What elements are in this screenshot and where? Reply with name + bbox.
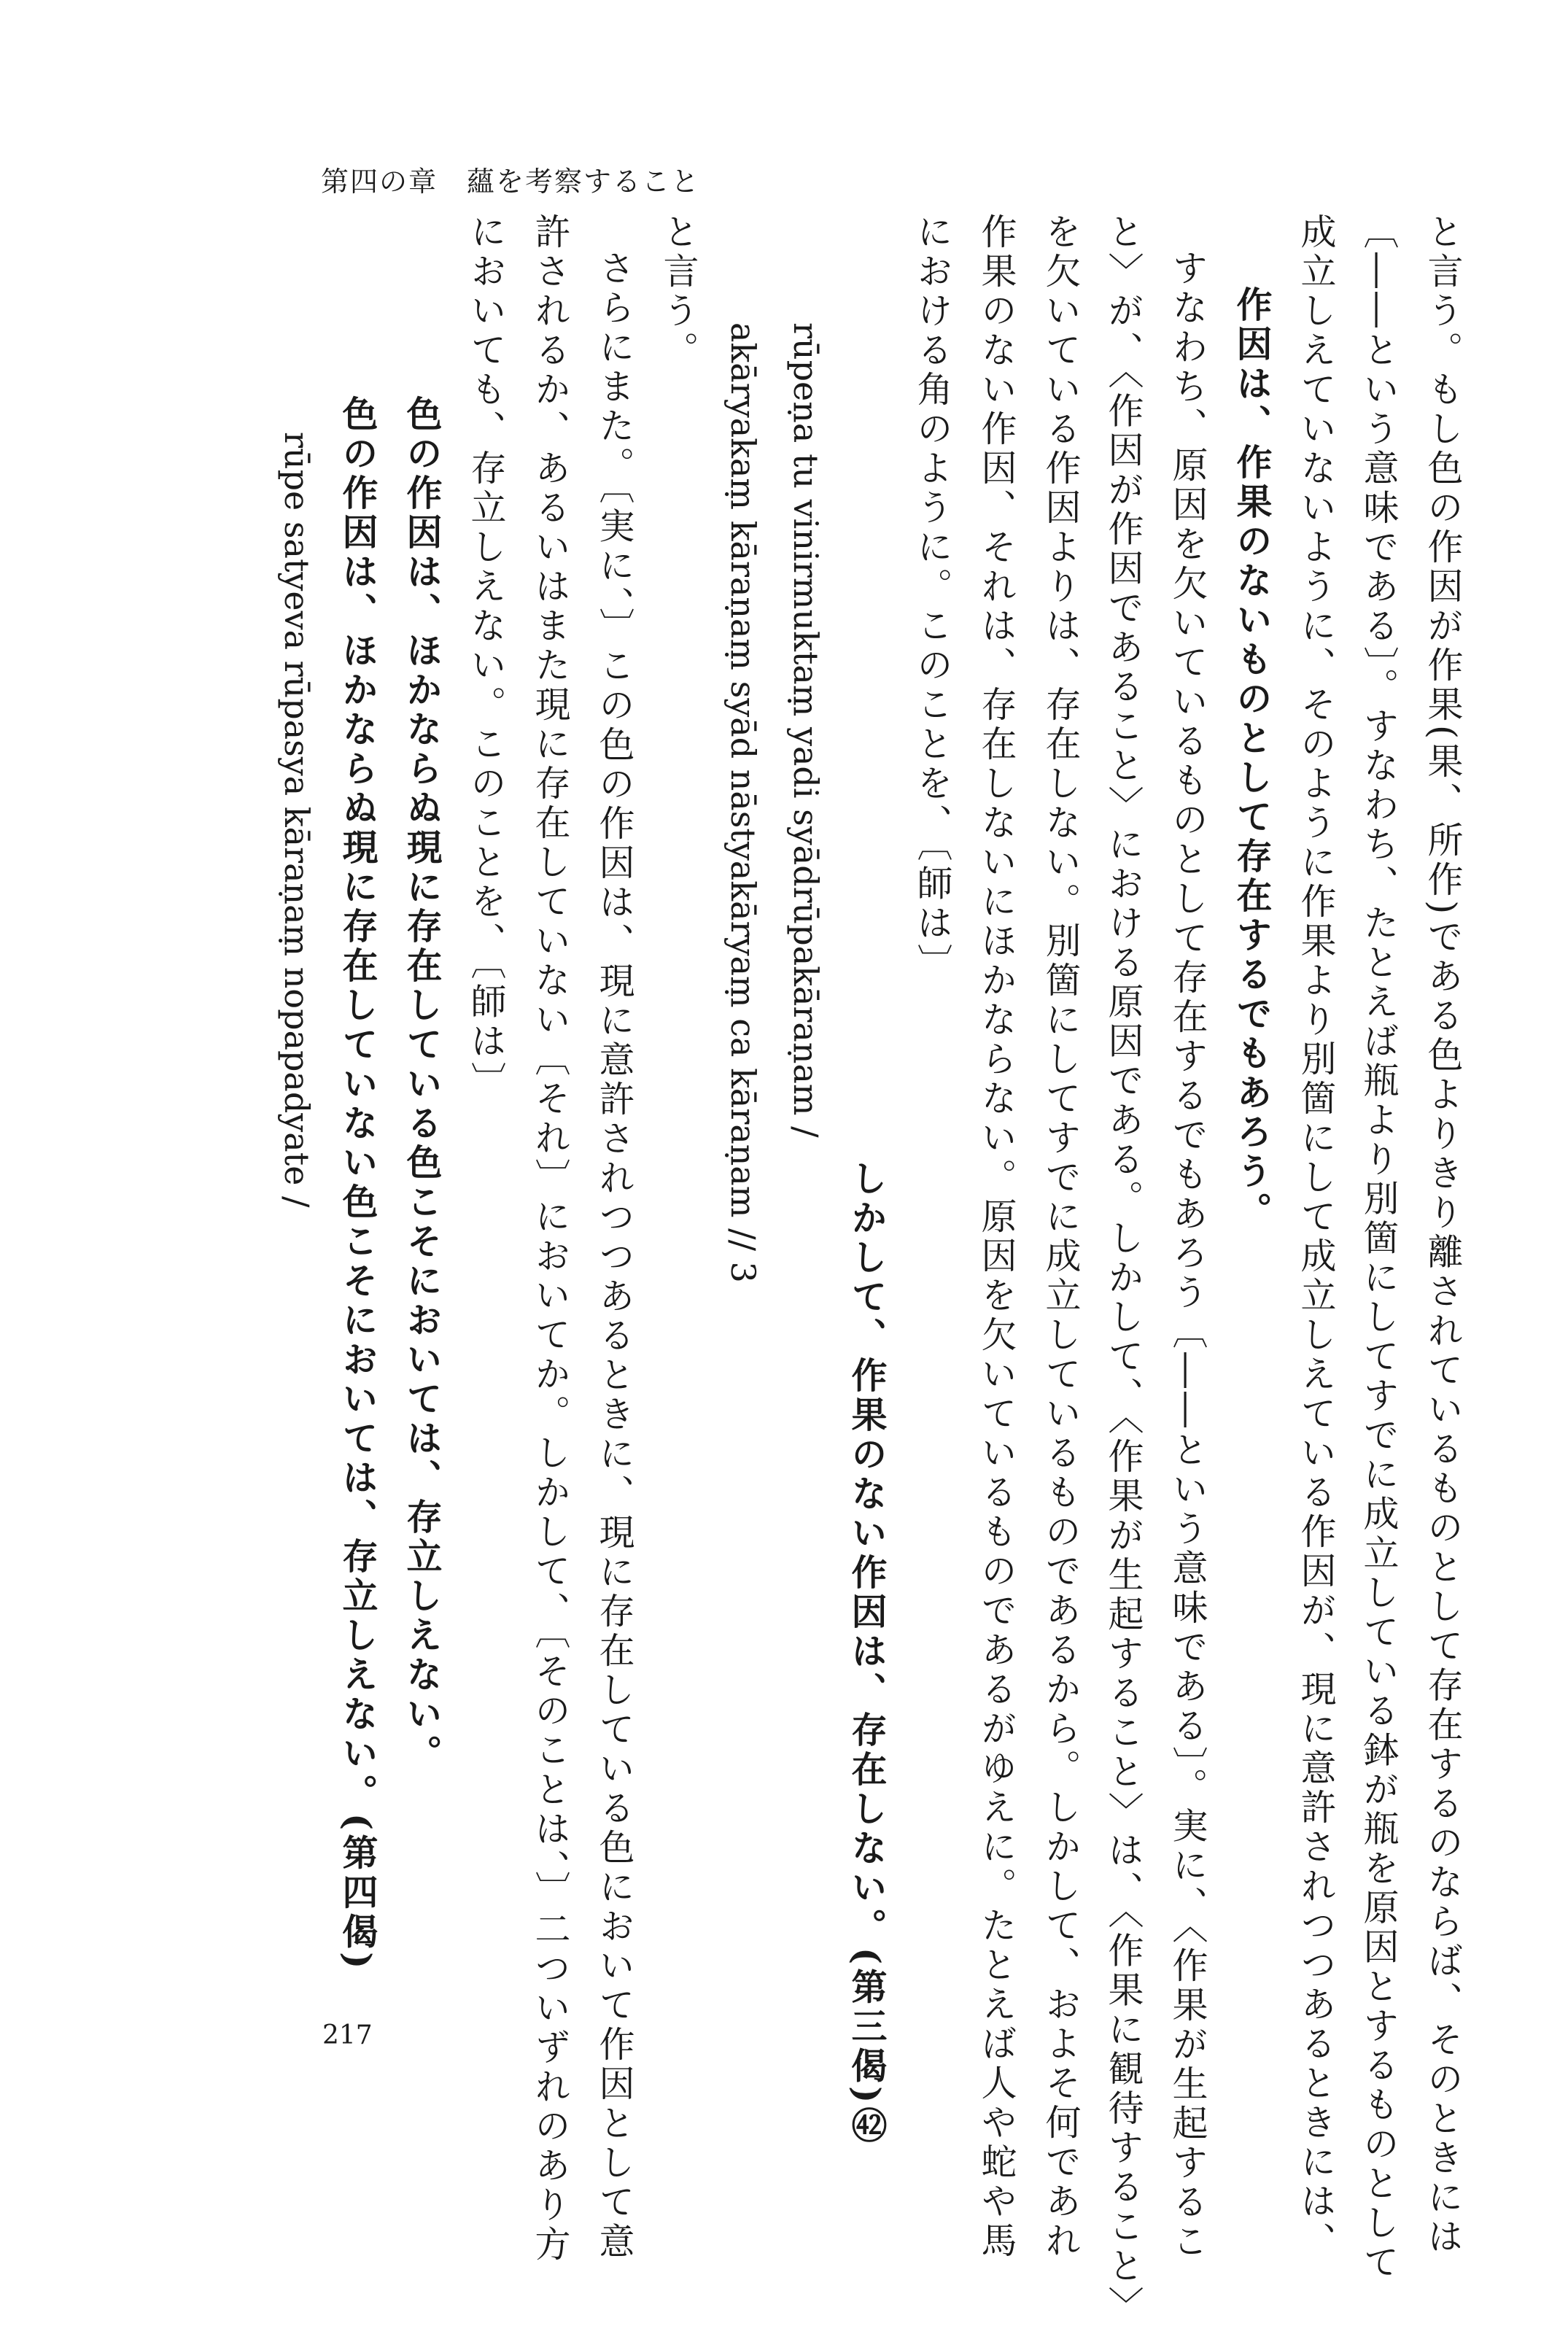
running-header: 第四の章 蘊を考察すること: [321, 166, 701, 198]
text-line-13: においても、存立しえない。このことを、〔師は〕: [465, 213, 507, 1101]
page-number: 217: [322, 2020, 373, 2050]
text-line-4: 作因は、作果のないものとして存在するでもあろう。: [1231, 286, 1273, 1231]
text-line-5: すなわち、原因を欠いているものとして存在するでもあろう〔――という意味である〕。実に、〈作果が生起するこ: [1167, 249, 1208, 2262]
verse-4-line-1: 色の作因は、ほかならぬ現に存在している色こそにおいては、存立しえない。: [401, 395, 443, 1774]
sanskrit-line-3: rūpe satyeva rūpasya kāraṇaṃ nopapadyate /: [277, 432, 317, 1208]
text-line-6: と〉が、〈作因が作因であること〉における原因である。しかして、〈作果が生起すること〉は、〈作果に観待すること〉: [1103, 213, 1144, 2326]
text-line-2: 〔――という意味である〕。すなわち、たとえば瓶より別箇にしてすでに成立している鉢が瓶を原因とするものとして: [1358, 213, 1400, 2283]
text-line-3: 成立しえていないように、そのように作果より別箇にして成立しえている作因が、現に意許されつつあるときには、: [1295, 213, 1337, 2261]
sanskrit-line-1: rūpeṇa tu vinirmuktaṃ yadi syādrūpakāraṇam /: [786, 322, 826, 1138]
text-line-12: 許されるか、あるいはまた現に存在していない〔それ〕においてか。しかして、〔そのことは、〕二ついずれのあり方: [529, 213, 571, 2265]
verse-4-line-2: 色の作因は、ほかならぬ現に存在していない色こそにおいては、存立しえない。(第四偈): [337, 395, 379, 1973]
text-line-10: と言う。: [658, 213, 699, 371]
verse-3: しかして、作果のない作因は、存在しない。(第三偈)㊷: [846, 1160, 888, 2147]
sanskrit-line-2: akāryakaṃ kāraṇaṃ syād nāstyakāryaṃ ca kāraṇam // 3: [723, 322, 763, 1283]
text-line-7: を欠いている作因よりは、存在しない。別箇にしてすでに成立しているものであるから。しかして、およそ何であれ: [1040, 213, 1082, 2261]
text-line-11: さらにまた。〔実に、〕この色の作因は、現に意許されつつあるときに、現に存在している色において作因として意: [594, 249, 635, 2262]
text-line-1: と言う。もし色の作因が作果(果、所作)である色よりきり離されているものとして存在するのならば、そのときには: [1422, 213, 1464, 2257]
text-line-8: 作果のない作因、それは、存在しないにほかならない。原因を欠いているものであるがゆえに。たとえば人や蛇や馬: [976, 213, 1017, 2261]
text-line-9: における角のように。このことを、〔師は〕: [912, 213, 953, 983]
